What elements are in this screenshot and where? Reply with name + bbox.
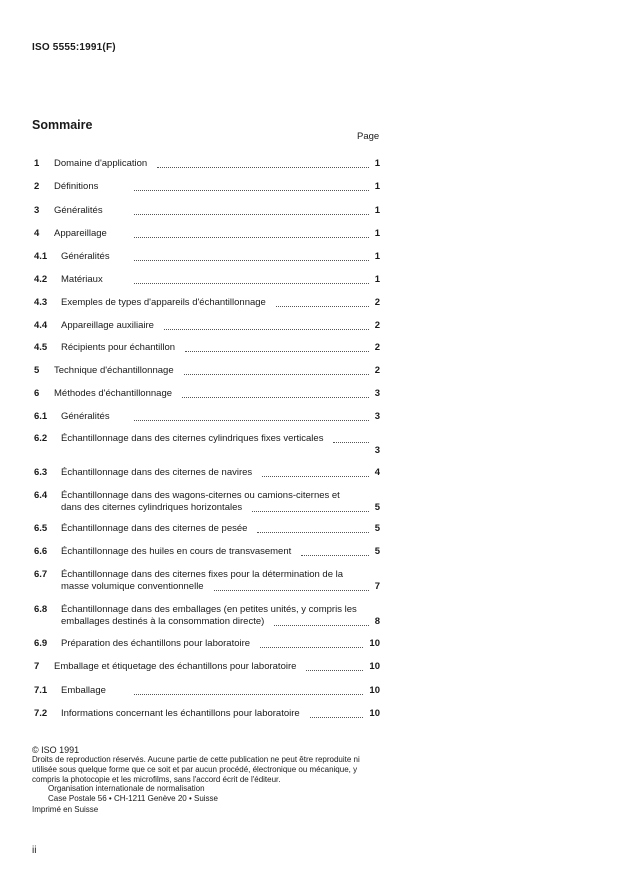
toc-entry-page: 3 [374,411,380,422]
toc-entry-page: 5 [374,502,380,513]
toc-leader [134,283,369,284]
toc-entry-title: Définitions [54,181,99,192]
toc-leader [134,214,369,215]
toc-entry-title: Emballage et étiquetage des échantillons pour laboratoire [54,661,297,672]
toc-entry-page: 1 [374,228,380,239]
toc-leader [134,694,363,695]
document-id: ISO 5555:1991(F) [32,42,116,53]
toc-entry-page: 10 [369,661,380,672]
toc-entry-title: Récipients pour échantillon [61,342,176,353]
toc-entry-number: 5 [34,365,40,376]
organization-address: Case Postale 56 • CH-1211 Genève 20 • Suisse [48,794,218,803]
toc-entry-title: Appareillage [54,228,107,239]
toc-entry-title: Matériaux [61,274,103,285]
toc-leader [333,442,368,443]
toc-entry-number: 6.6 [34,546,48,557]
toc-entry-number: 2 [34,181,40,192]
toc-entry-title: Généralités [61,251,110,262]
toc-entry-page: 10 [369,638,380,649]
toc-leader [252,511,369,512]
toc-leader [214,590,369,591]
toc-entry-number: 4.4 [34,320,48,331]
toc-entry-number: 6.5 [34,523,48,534]
page-column-label: Page [357,131,380,142]
toc-entry-title: Échantillonnage des huiles en cours de transvasement [61,546,292,557]
toc-leader [182,397,369,398]
toc-entry-title: Méthodes d'échantillonnage [54,388,173,399]
copyright-line: © ISO 1991 [32,745,80,755]
toc-entry-page: 10 [369,685,380,696]
organization-block [48,784,218,804]
organization-name: Organisation internationale de normalisation [48,784,205,793]
toc-leader [274,625,368,626]
toc-leader [134,190,369,191]
toc-entry-title: Technique d'échantillonnage [54,365,174,376]
toc-entry-page: 2 [374,365,380,376]
toc-entry-number: 6.4 [34,490,48,501]
toc-entry-title: Échantillonnage dans des citernes cylindriques fixes verticales [61,433,324,444]
toc-entry-number: 4.3 [34,297,48,308]
toc-leader [301,555,368,556]
toc-leader [310,717,364,718]
toc-leader [134,260,369,261]
toc-entry-number: 6 [34,388,40,399]
toc-entry-page: 2 [374,297,380,308]
toc-leader [157,167,369,168]
toc-entry-number: 7 [34,661,40,672]
toc-entry-title: Appareillage auxiliaire [61,320,154,331]
toc-entry-number: 4.2 [34,274,48,285]
toc-entry-title: Exemples de types d'appareils d'échantillonnage [61,297,266,308]
toc-leader [185,351,369,352]
printed-in: Imprimé en Suisse [32,805,99,814]
toc-entry-number: 4.5 [34,342,48,353]
toc-leader [134,420,369,421]
toc-entry-title: Préparation des échantillons pour laboratoire [61,638,251,649]
toc-entry-page: 1 [374,205,380,216]
toc-entry-title: Emballage [61,685,106,696]
toc-entry-number: 6.7 [34,569,48,580]
toc-entry-page: 8 [374,616,380,627]
toc-entry-number: 7.1 [34,685,48,696]
toc-entry-title: Échantillonnage dans des citernes fixes pour la détermination de la masse volumique conventionnelle [61,569,344,592]
toc-entry-page: 4 [374,467,380,478]
toc-entry-title: Généralités [54,205,103,216]
toc-entry-page: 2 [374,342,380,353]
toc-entry-number: 4.1 [34,251,48,262]
toc-entry-title: Échantillonnage dans des wagons-citernes ou camions-citernes et dans des citernes cylindriques horizontales [61,490,340,513]
page-folio: ii [32,845,37,856]
toc-entry-title: Généralités [61,411,110,422]
toc-entry-page: 1 [374,181,380,192]
toc-entry-page: 1 [374,158,380,169]
toc-leader [134,237,369,238]
toc-entry-title: Échantillonnage dans des citernes de pesée [61,523,248,534]
toc-entry-page: 7 [374,581,380,592]
toc-leader [260,647,363,648]
toc-title: Sommaire [32,118,93,132]
toc-entry-number: 4 [34,228,40,239]
toc-leader [262,476,369,477]
toc-leader [257,532,368,533]
toc-entry-title: Informations concernant les échantillons pour laboratoire [61,708,300,719]
toc-entry-number: 6.1 [34,411,48,422]
toc-entry-page: 2 [374,320,380,331]
toc-entry-number: 1 [34,158,40,169]
toc-entry-page: 10 [369,708,380,719]
toc-entry-page: 3 [374,445,380,456]
toc-leader [306,670,363,671]
toc-entry-page: 1 [374,251,380,262]
rights-notice: Droits de reproduction réservés. Aucune partie de cette publication ne peut être reproduite ni utilisée sous quelque forme que ce soit et par aucun procédé, électronique ou mécanique, y compris la photocopie et les microfilms, sans l'accord écrit de l'éditeur. [32,755,360,784]
toc-entry-page: 5 [374,546,380,557]
toc-entry-number: 6.8 [34,604,48,615]
toc-leader [184,374,369,375]
toc-entry-title: Échantillonnage dans des emballages (en petites unités, y compris les emballages destinés à la consommation directe) [61,604,357,627]
toc-entry-title: Échantillonnage dans des citernes de navires [61,467,253,478]
toc-entry-number: 3 [34,205,40,216]
toc-entry-title: Domaine d'application [54,158,148,169]
toc-leader [276,306,369,307]
toc-entry-number: 7.2 [34,708,48,719]
toc-entry-page: 3 [374,388,380,399]
toc-entry-number: 6.9 [34,638,48,649]
toc-entry-page: 1 [374,274,380,285]
toc-entry-page: 5 [374,523,380,534]
toc-entry-number: 6.3 [34,467,48,478]
toc-leader [164,329,369,330]
toc-entry-number: 6.2 [34,433,48,444]
